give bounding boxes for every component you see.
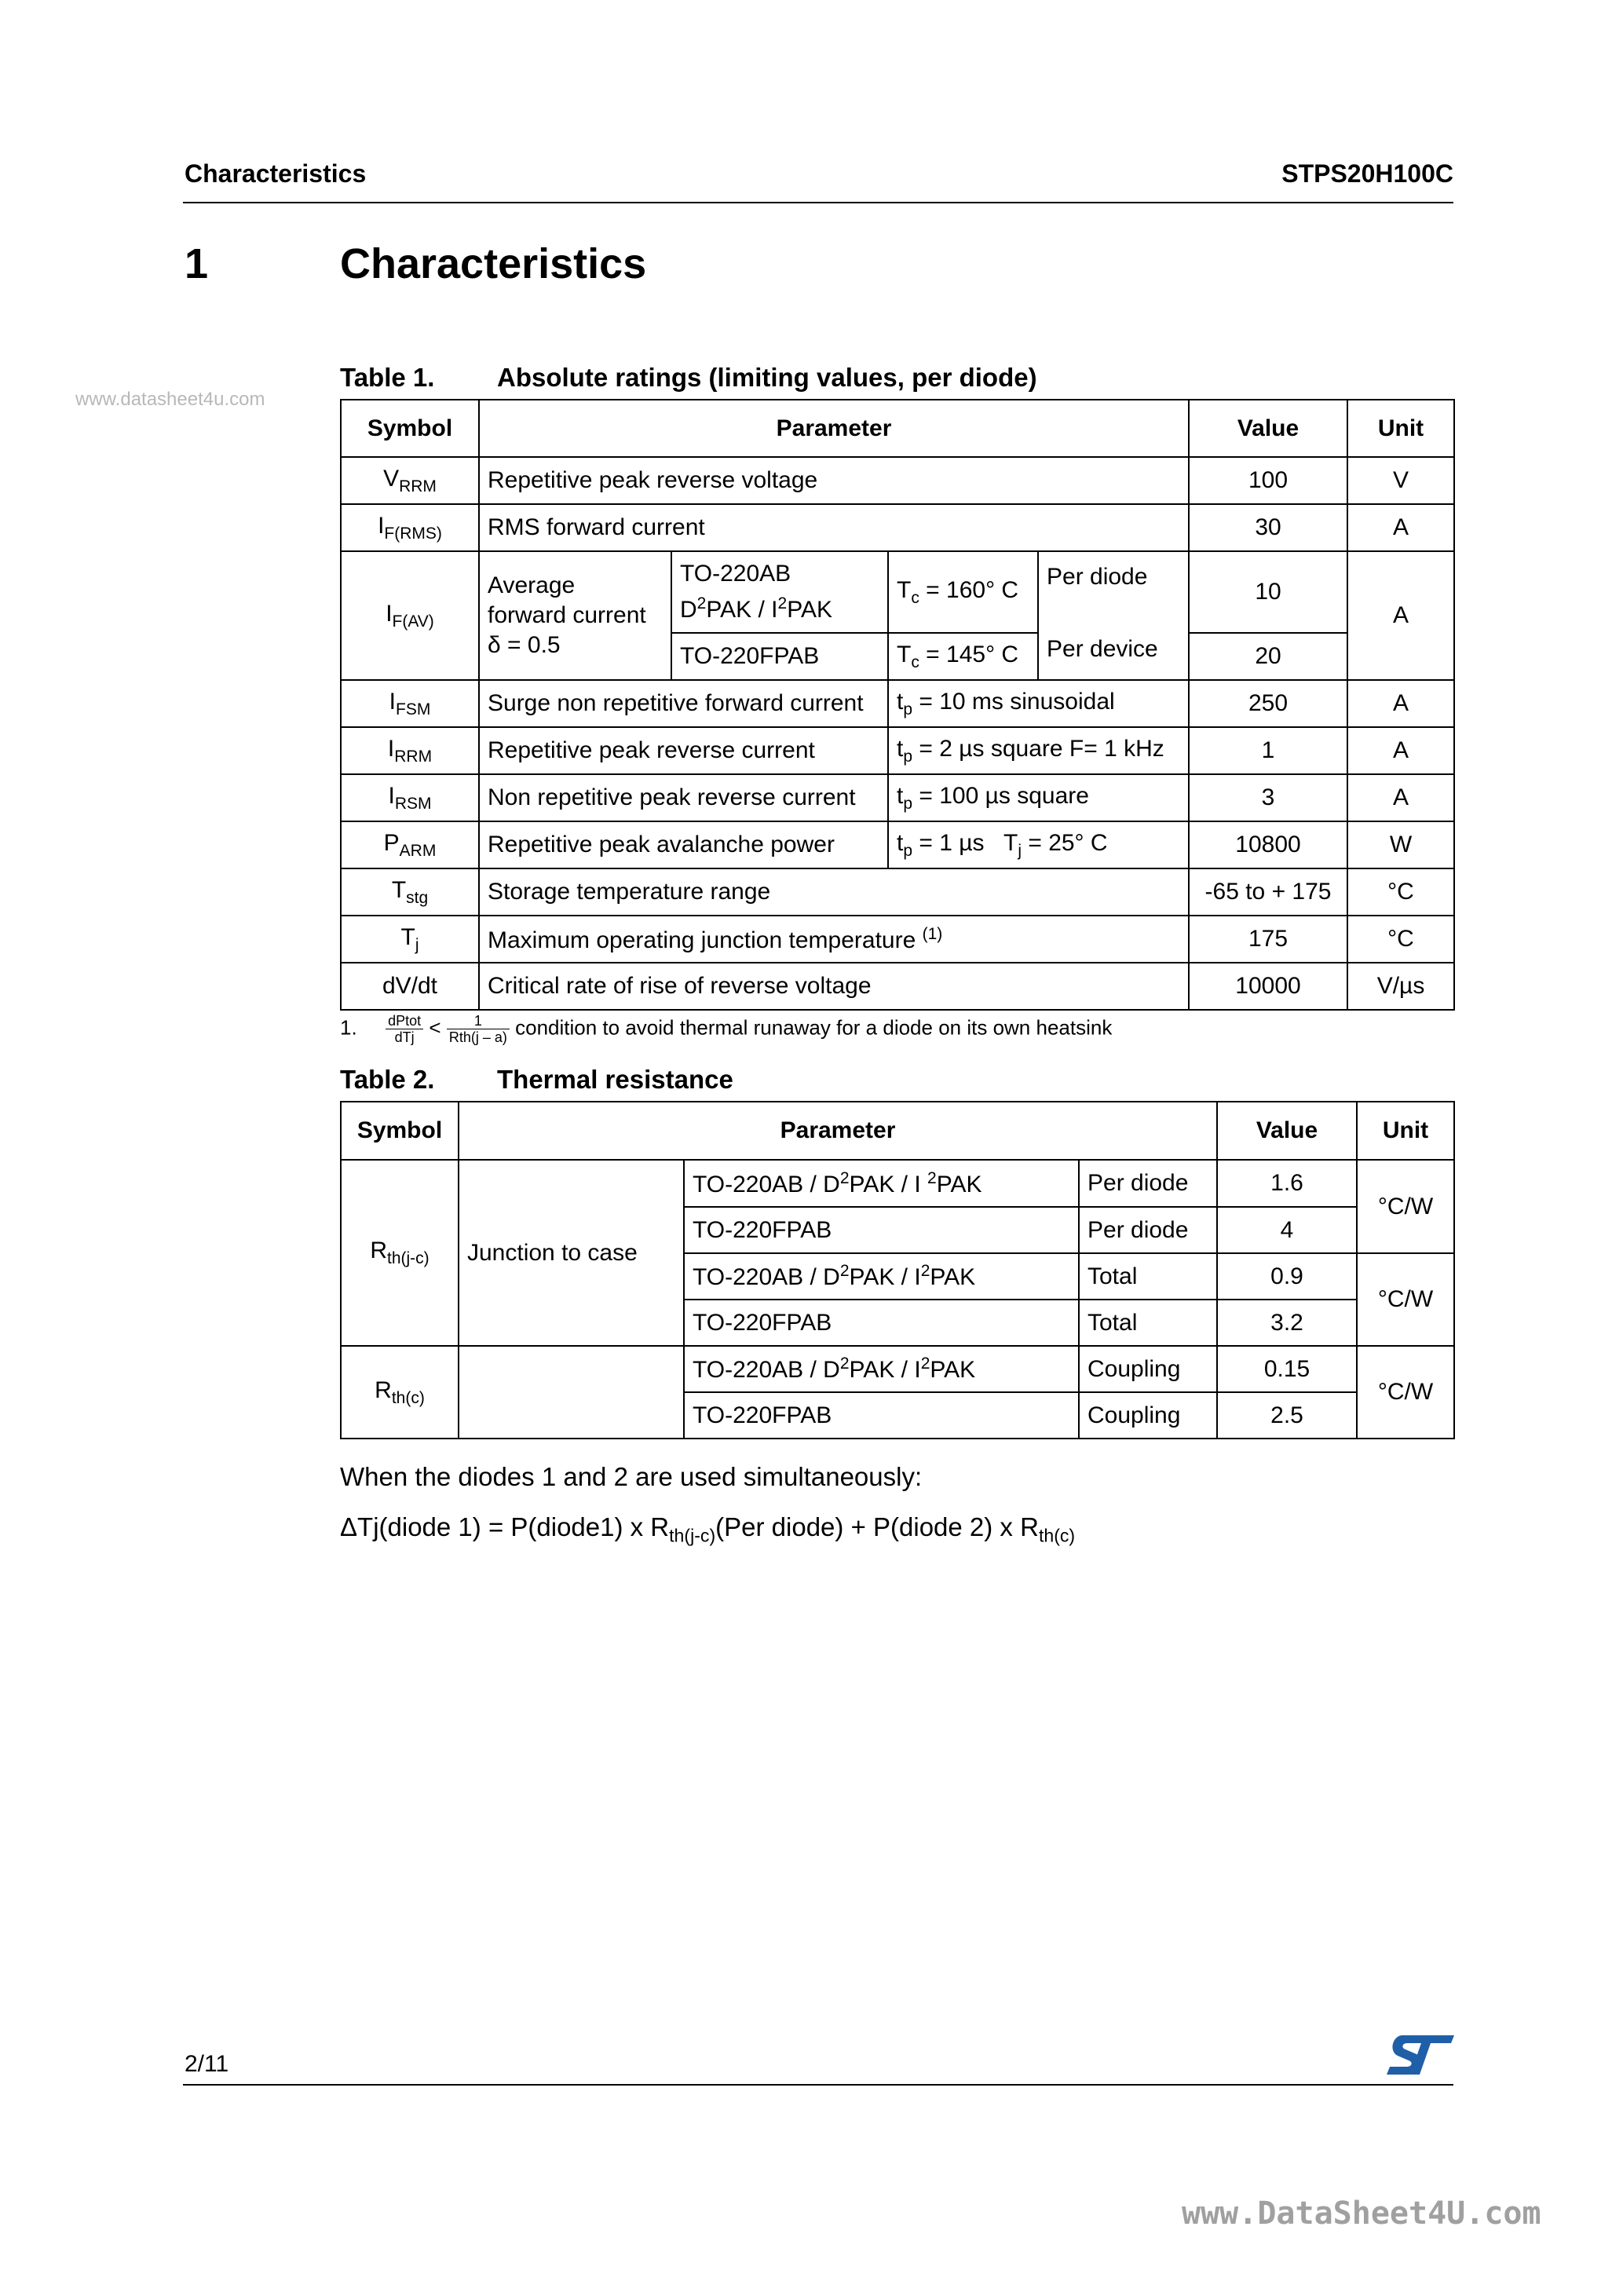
package-cell: TO-220FPAB [671, 633, 888, 680]
table-header-row [341, 1102, 1454, 1160]
table-row [341, 504, 1454, 551]
unit-cell: °C/W [1357, 1346, 1454, 1439]
package-cell: TO-220FPAB [684, 1392, 1079, 1439]
symbol-cell: $P_{ARM}$ [341, 821, 479, 868]
section-title: Characteristics [340, 240, 647, 287]
table-row [341, 774, 1454, 821]
table-row [341, 457, 1454, 504]
table-row [341, 727, 1454, 774]
table1-title: Absolute ratings (limiting values, per diode) [497, 363, 1037, 392]
parameter-cell: Storage temperature range [479, 868, 1189, 916]
unit-cell: °C/W [1357, 1253, 1454, 1346]
table-row [341, 1160, 1454, 1207]
value-cell: -65 to + 175 [1189, 868, 1347, 916]
bottom-watermark: www.DataSheet4U.com [1182, 2195, 1541, 2232]
table-row [341, 821, 1454, 868]
condition-cell: $t_p = 2$ µs square F= 1 kHz [888, 727, 1189, 774]
package-cell: $TO-220AB / D^2PAK$ / I $^2$PAK [684, 1160, 1079, 1207]
value-cell: 3.2 [1217, 1300, 1357, 1346]
symbol-cell: dV/dt [341, 963, 479, 1010]
unit-cell: A [1347, 504, 1454, 551]
type-cell: Coupling [1079, 1392, 1217, 1439]
condition-cell: $t_p = 10$ ms sinusoidal [888, 680, 1189, 727]
unit-cell: A [1347, 680, 1454, 727]
type-cell: Per diode [1079, 1207, 1217, 1253]
fraction-dptot: $\frac{\text{dPtot}}{\text{dTj}}$ [386, 1013, 423, 1045]
table2-title: Thermal resistance [497, 1065, 733, 1094]
header-value: Value [1189, 400, 1347, 457]
table1-footnote: 1. $\frac{\text{dPtot}}{\text{dTj}}$ < $\frac{1}{\text{Rth(j – a)}}$ condition to avoid thermal runaway for a diode on its own heatsink [340, 1013, 1113, 1045]
parameter-cell: Junction to case [459, 1160, 684, 1346]
unit-cell: W [1347, 821, 1454, 868]
value-cell: 100 [1189, 457, 1347, 504]
page-number: 2/11 [185, 2051, 229, 2077]
unit-cell: A [1347, 551, 1454, 680]
side-watermark: www.datasheet4u.com [75, 389, 265, 410]
package-cell: TO-220AB $D^2PAK / I^2PAK$ [671, 551, 888, 633]
condition-cell: $T_c = 160^\circ$ C [888, 551, 1038, 633]
value-cell: 4 [1217, 1207, 1357, 1253]
value-cell: 0.15 [1217, 1346, 1357, 1392]
symbol-cell: $T_j$ [341, 916, 479, 963]
footnote-ref: (1) [922, 924, 943, 943]
package-cell: TO-220FPAB [684, 1300, 1079, 1346]
parameter-cell: Repetitive peak reverse current [479, 727, 888, 774]
value-cell: 175 [1189, 916, 1347, 963]
condition-cell: $t_p = 100$ µs square [888, 774, 1189, 821]
header-symbol: Symbol [341, 1102, 459, 1160]
unit-cell: °C [1347, 916, 1454, 963]
parameter-cell: Maximum operating junction temperature $^{(1)}$ [479, 916, 1189, 963]
table-row [341, 868, 1454, 916]
table-row [341, 551, 1454, 633]
parameter-cell: Repetitive peak avalanche power [479, 821, 888, 868]
value-cell: 0.9 [1217, 1253, 1357, 1300]
type-cell: Total [1079, 1300, 1217, 1346]
type-cell: Per diode [1079, 1160, 1217, 1207]
header-parameter: Parameter [479, 400, 1189, 457]
table1-label: Table 1. [340, 363, 435, 392]
footer-rule [183, 2084, 1453, 2086]
parameter-cell [459, 1346, 684, 1439]
table-row [341, 1346, 1454, 1392]
table2-label: Table 2. [340, 1065, 435, 1094]
unit-cell: °C/W [1357, 1160, 1454, 1253]
table-row [341, 916, 1454, 963]
value-cell: 30 [1189, 504, 1347, 551]
symbol-cell: $I_{F(AV)}$ [341, 551, 479, 680]
per-cell: Per diode Per device [1038, 551, 1189, 680]
header-rule [183, 202, 1453, 203]
parameter-cell: Critical rate of rise of reverse voltage [479, 963, 1189, 1010]
package-cell: $TO-220AB / D^2PAK / I^2PAK$ [684, 1346, 1079, 1392]
running-header-right: STPS20H100C [1281, 159, 1453, 188]
symbol-cell: $I_{F(RMS)}$ [341, 504, 479, 551]
table-row [341, 680, 1454, 727]
header-symbol: Symbol [341, 400, 479, 457]
section-number: 1 [185, 240, 209, 287]
symbol-cell: $I_{FSM}$ [341, 680, 479, 727]
header-parameter: Parameter [459, 1102, 1217, 1160]
parameter-cell: RMS forward current [479, 504, 1189, 551]
parameter-cell: Non repetitive peak reverse current [479, 774, 888, 821]
unit-cell: V [1347, 457, 1454, 504]
header-unit: Unit [1347, 400, 1454, 457]
delta-tj-equation: ΔTj(diode 1) = P(diode1) x $R_{th(j-c)}(Per$ diode) + P(diode 2) x $R_{th(c)}$ [340, 1512, 1076, 1546]
unit-cell: A [1347, 727, 1454, 774]
st-logo-icon [1385, 2032, 1456, 2078]
unit-cell: A [1347, 774, 1454, 821]
absolute-ratings-table [340, 399, 1455, 1011]
value-cell: 10 [1189, 551, 1347, 633]
value-cell: 10800 [1189, 821, 1347, 868]
condition-cell: $t_p = 1$ µs $T_j = 25^\circ$ C [888, 821, 1189, 868]
symbol-cell: $R_{th(c)}$ [341, 1346, 459, 1439]
value-cell: 1 [1189, 727, 1347, 774]
value-cell: 20 [1189, 633, 1347, 680]
symbol-cell: $V_{RRM}$ [341, 457, 479, 504]
type-cell: Total [1079, 1253, 1217, 1300]
parameter-cell: Repetitive peak reverse voltage [479, 457, 1189, 504]
header-unit: Unit [1357, 1102, 1454, 1160]
table-header-row [341, 400, 1454, 457]
running-header-left: Characteristics [185, 159, 367, 188]
value-cell: 1.6 [1217, 1160, 1357, 1207]
symbol-cell: $T_{stg}$ [341, 868, 479, 916]
parameter-cell: Average forward current δ = 0.5 [479, 551, 671, 680]
value-cell: 2.5 [1217, 1392, 1357, 1439]
thermal-resistance-table [340, 1101, 1455, 1439]
symbol-cell: $I_{RSM}$ [341, 774, 479, 821]
package-cell: TO-220FPAB [684, 1207, 1079, 1253]
parameter-cell: Surge non repetitive forward current [479, 680, 888, 727]
value-cell: 250 [1189, 680, 1347, 727]
symbol-cell: $I_{RRM}$ [341, 727, 479, 774]
unit-cell: °C [1347, 868, 1454, 916]
type-cell: Coupling [1079, 1346, 1217, 1392]
unit-cell: V/µs [1347, 963, 1454, 1010]
condition-cell: $T_c = 145^\circ$ C [888, 633, 1038, 680]
value-cell: 10000 [1189, 963, 1347, 1010]
package-cell: $TO-220AB / D^2PAK / I^2PAK$ [684, 1253, 1079, 1300]
table-row [341, 963, 1454, 1010]
symbol-cell: $R_{th(j-c)}$ [341, 1160, 459, 1346]
simultaneous-use-text: When the diodes 1 and 2 are used simultaneously: [340, 1462, 923, 1491]
value-cell: 3 [1189, 774, 1347, 821]
header-value: Value [1217, 1102, 1357, 1160]
fraction-rth: $\frac{1}{\text{Rth(j – a)}}$ [447, 1013, 510, 1045]
